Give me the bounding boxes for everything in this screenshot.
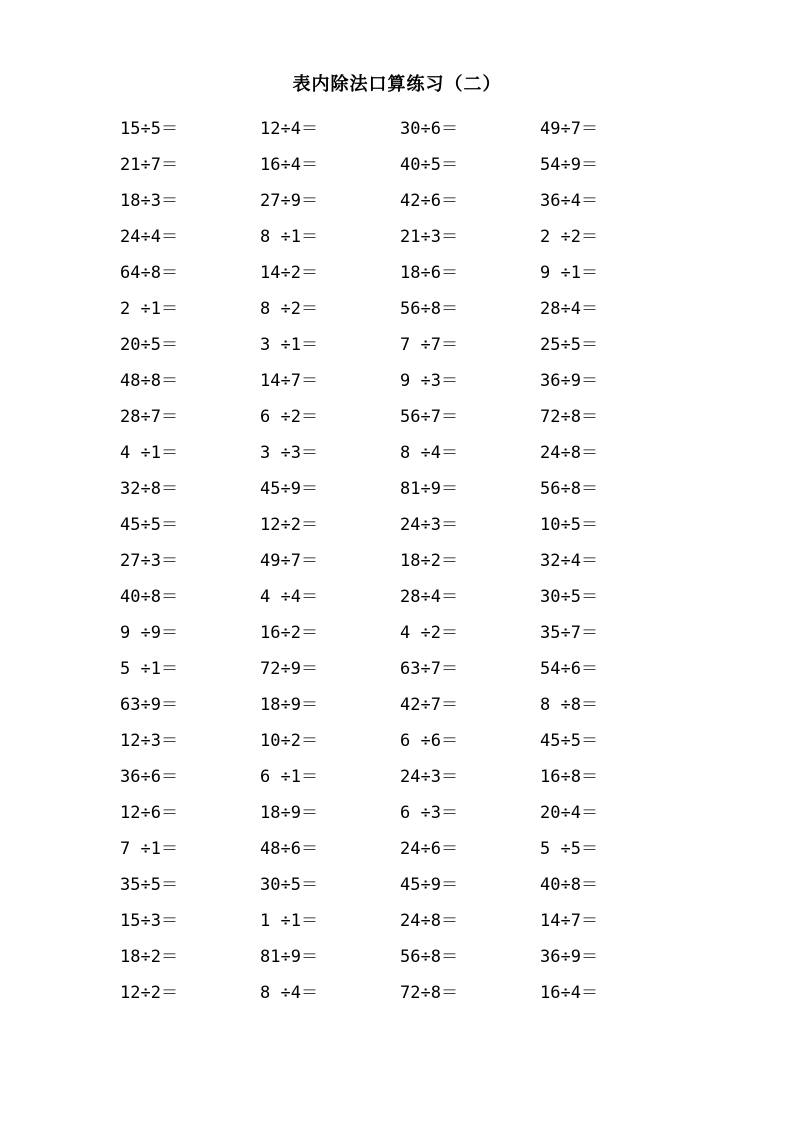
division-problem: 20÷4＝ [540, 802, 598, 823]
division-problem: 16÷4＝ [260, 154, 318, 175]
division-problem: 9 ÷1＝ [540, 262, 598, 283]
division-problem: 18÷6＝ [400, 262, 458, 283]
division-problem: 6 ÷6＝ [400, 730, 458, 751]
problem-row [120, 504, 680, 540]
problem-row [120, 144, 680, 180]
problem-row [120, 792, 680, 828]
division-problem: 6 ÷3＝ [400, 802, 458, 823]
division-problem: 28÷4＝ [400, 586, 458, 607]
division-problem: 28÷7＝ [120, 406, 178, 427]
division-problem: 45÷5＝ [540, 730, 598, 751]
problem-row [120, 648, 680, 684]
division-problem: 4 ÷4＝ [260, 586, 318, 607]
division-problem: 72÷9＝ [260, 658, 318, 679]
division-problem: 32÷8＝ [120, 478, 178, 499]
division-problem: 10÷2＝ [260, 730, 318, 751]
division-problem: 42÷7＝ [400, 694, 458, 715]
problem-row [120, 324, 680, 360]
problem-row [120, 828, 680, 864]
division-problem: 48÷6＝ [260, 838, 318, 859]
division-problem: 14÷7＝ [540, 910, 598, 931]
division-problem: 14÷2＝ [260, 262, 318, 283]
problem-row [120, 468, 680, 504]
problem-row [120, 396, 680, 432]
division-problem: 5 ÷5＝ [540, 838, 598, 859]
division-problem: 25÷5＝ [540, 334, 598, 355]
division-problem: 20÷5＝ [120, 334, 178, 355]
division-problem: 7 ÷1＝ [120, 838, 178, 859]
division-problem: 56÷7＝ [400, 406, 458, 427]
division-problem: 3 ÷3＝ [260, 442, 318, 463]
problem-row [120, 900, 680, 936]
problem-row [120, 360, 680, 396]
problem-row [120, 288, 680, 324]
division-problem: 2 ÷1＝ [120, 298, 178, 319]
division-problem: 30÷5＝ [540, 586, 598, 607]
division-problem: 32÷4＝ [540, 550, 598, 571]
division-problem: 9 ÷9＝ [120, 622, 178, 643]
problem-grid [120, 108, 680, 1008]
division-problem: 8 ÷4＝ [400, 442, 458, 463]
division-problem: 35÷7＝ [540, 622, 598, 643]
division-problem: 40÷5＝ [400, 154, 458, 175]
division-problem: 72÷8＝ [540, 406, 598, 427]
division-problem: 1 ÷1＝ [260, 910, 318, 931]
division-problem: 15÷5＝ [120, 118, 178, 139]
division-problem: 27÷3＝ [120, 550, 178, 571]
division-problem: 12÷3＝ [120, 730, 178, 751]
problem-row [120, 756, 680, 792]
division-problem: 9 ÷3＝ [400, 370, 458, 391]
division-problem: 16÷8＝ [540, 766, 598, 787]
division-problem: 8 ÷1＝ [260, 226, 318, 247]
division-problem: 15÷3＝ [120, 910, 178, 931]
division-problem: 30÷5＝ [260, 874, 318, 895]
division-problem: 24÷3＝ [400, 766, 458, 787]
division-problem: 49÷7＝ [260, 550, 318, 571]
division-problem: 56÷8＝ [540, 478, 598, 499]
problem-row [120, 216, 680, 252]
division-problem: 8 ÷2＝ [260, 298, 318, 319]
division-problem: 36÷9＝ [540, 946, 598, 967]
division-problem: 18÷9＝ [260, 694, 318, 715]
division-problem: 5 ÷1＝ [120, 658, 178, 679]
division-problem: 7 ÷7＝ [400, 334, 458, 355]
division-problem: 63÷7＝ [400, 658, 458, 679]
division-problem: 18÷9＝ [260, 802, 318, 823]
division-problem: 56÷8＝ [400, 298, 458, 319]
division-problem: 18÷3＝ [120, 190, 178, 211]
division-problem: 24÷8＝ [400, 910, 458, 931]
division-problem: 24÷4＝ [120, 226, 178, 247]
division-problem: 24÷6＝ [400, 838, 458, 859]
division-problem: 4 ÷1＝ [120, 442, 178, 463]
problem-row [120, 576, 680, 612]
division-problem: 48÷8＝ [120, 370, 178, 391]
problem-row [120, 252, 680, 288]
division-problem: 18÷2＝ [400, 550, 458, 571]
division-problem: 24÷3＝ [400, 514, 458, 535]
division-problem: 64÷8＝ [120, 262, 178, 283]
division-problem: 21÷7＝ [120, 154, 178, 175]
division-problem: 81÷9＝ [260, 946, 318, 967]
division-problem: 35÷5＝ [120, 874, 178, 895]
division-problem: 54÷9＝ [540, 154, 598, 175]
division-problem: 45÷9＝ [400, 874, 458, 895]
division-problem: 12÷6＝ [120, 802, 178, 823]
division-problem: 16÷4＝ [540, 982, 598, 1003]
division-problem: 45÷9＝ [260, 478, 318, 499]
problem-row [120, 108, 680, 144]
division-problem: 6 ÷1＝ [260, 766, 318, 787]
problem-row [120, 972, 680, 1008]
division-problem: 10÷5＝ [540, 514, 598, 535]
problem-row [120, 864, 680, 900]
problem-row [120, 432, 680, 468]
division-problem: 40÷8＝ [540, 874, 598, 895]
division-problem: 24÷8＝ [540, 442, 598, 463]
division-problem: 16÷2＝ [260, 622, 318, 643]
division-problem: 81÷9＝ [400, 478, 458, 499]
problem-row [120, 180, 680, 216]
division-problem: 8 ÷8＝ [540, 694, 598, 715]
division-problem: 36÷6＝ [120, 766, 178, 787]
division-problem: 40÷8＝ [120, 586, 178, 607]
division-problem: 14÷7＝ [260, 370, 318, 391]
division-problem: 3 ÷1＝ [260, 334, 318, 355]
division-problem: 56÷8＝ [400, 946, 458, 967]
division-problem: 12÷2＝ [120, 982, 178, 1003]
division-problem: 30÷6＝ [400, 118, 458, 139]
division-problem: 2 ÷2＝ [540, 226, 598, 247]
division-problem: 12÷4＝ [260, 118, 318, 139]
division-problem: 54÷6＝ [540, 658, 598, 679]
problem-row [120, 720, 680, 756]
division-problem: 72÷8＝ [400, 982, 458, 1003]
worksheet-title: 表内除法口算练习（二） [292, 74, 502, 95]
division-problem: 49÷7＝ [540, 118, 598, 139]
division-problem: 27÷9＝ [260, 190, 318, 211]
division-problem: 36÷4＝ [540, 190, 598, 211]
division-problem: 63÷9＝ [120, 694, 178, 715]
division-problem: 21÷3＝ [400, 226, 458, 247]
division-problem: 6 ÷2＝ [260, 406, 318, 427]
division-problem: 4 ÷2＝ [400, 622, 458, 643]
problem-row [120, 540, 680, 576]
division-problem: 28÷4＝ [540, 298, 598, 319]
problem-row [120, 936, 680, 972]
division-problem: 12÷2＝ [260, 514, 318, 535]
division-problem: 45÷5＝ [120, 514, 178, 535]
division-problem: 18÷2＝ [120, 946, 178, 967]
division-problem: 36÷9＝ [540, 370, 598, 391]
problem-row [120, 684, 680, 720]
division-problem: 8 ÷4＝ [260, 982, 318, 1003]
division-problem: 42÷6＝ [400, 190, 458, 211]
problem-row [120, 612, 680, 648]
